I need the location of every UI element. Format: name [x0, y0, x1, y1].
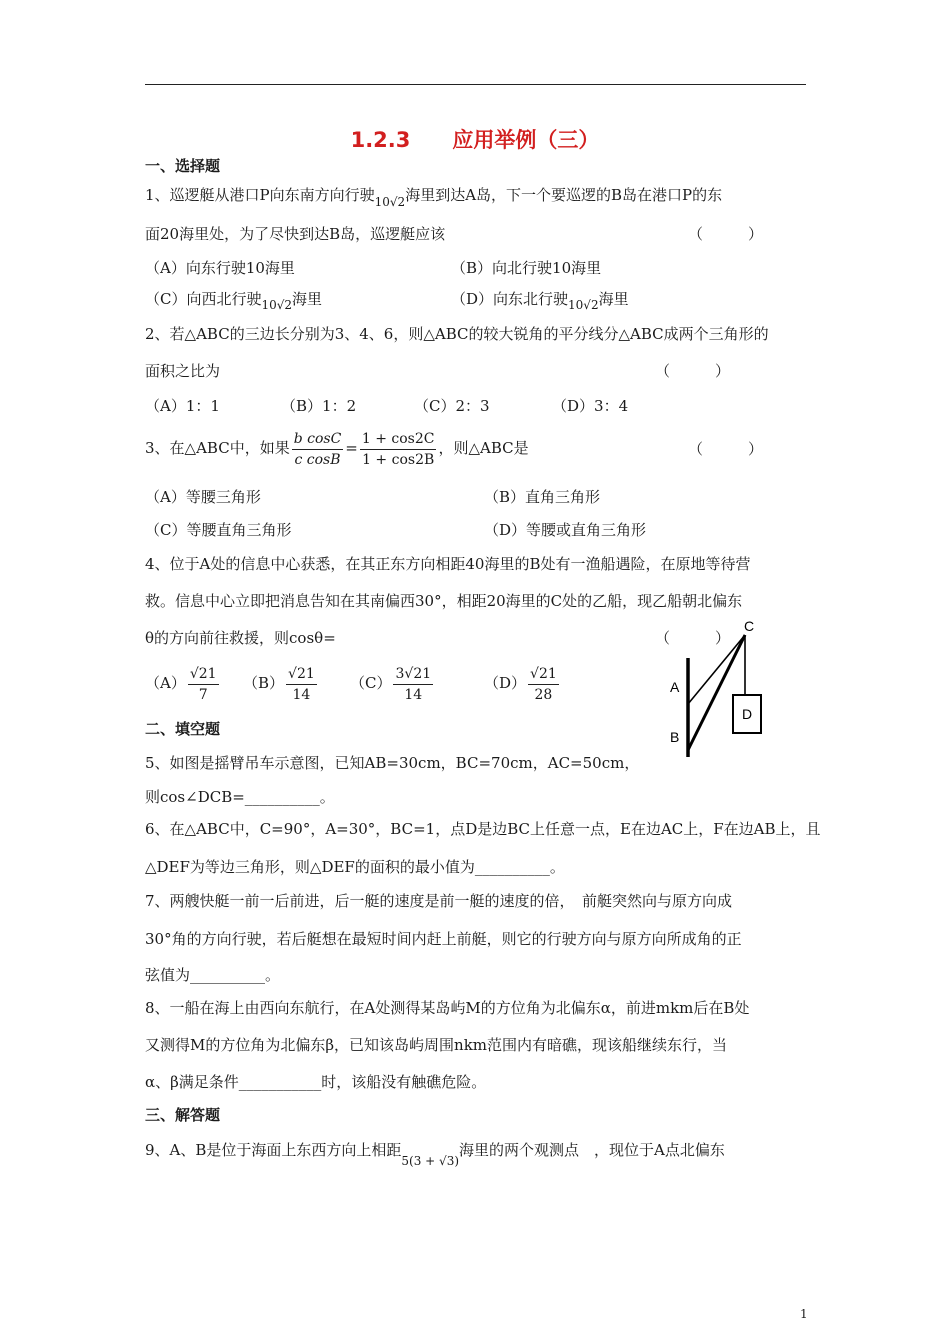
q3-answer-paren: （ ） — [688, 440, 764, 458]
q4-option-d-num: √21 — [528, 664, 559, 685]
question-2-line-2: 面积之比为 — [145, 362, 221, 380]
q4-option-a-den: 7 — [198, 686, 208, 703]
q2-option-b: （B）1：2 — [281, 397, 357, 415]
q2-option-c: （C）2：3 — [414, 397, 490, 415]
page-title: 1.2.3 应用举例（三） — [350, 128, 600, 152]
q1-text-b: 海里到达A岛，下一个要巡逻的B岛在港口P的东 — [405, 186, 723, 204]
q4-option-a-label: （A） — [145, 674, 186, 692]
q4-option-c-frac — [393, 664, 433, 705]
q4-option-d-label: （D） — [484, 674, 527, 692]
q4-option-c — [350, 660, 435, 706]
question-3-line-1 — [145, 424, 529, 472]
q4-option-c-label: （C） — [350, 674, 392, 692]
q1-option-c-unit: 海里 — [292, 290, 323, 308]
section-heading-choice: 一、选择题 — [145, 157, 221, 175]
q4-option-b-num: √21 — [286, 664, 317, 685]
q2-answer-paren: （ ） — [655, 362, 731, 380]
q1-option-d-unit: 海里 — [598, 290, 629, 308]
q3-option-c: （C）等腰直角三角形 — [145, 521, 292, 539]
q3-option-b: （B）直角三角形 — [484, 488, 601, 506]
q1-option-d-text: （D）向东北行驶 — [451, 290, 569, 308]
q1-option-c-text: （C）向西北行驶 — [145, 290, 262, 308]
q1-option-a: （A）向东行驶10海里 — [145, 259, 295, 277]
crane-diagram — [660, 612, 780, 762]
question-1-line-2: 面20海里处，为了尽快到达B岛，巡逻艇应该 — [145, 225, 446, 243]
q3-fraction-left — [292, 429, 344, 470]
q2-option-a: （A）1：1 — [145, 397, 220, 415]
q1-option-d-expr: 10√2 — [568, 298, 599, 312]
question-4-line-2: 救。信息中心立即把消息告知在其南偏西30°，相距20海里的C处的乙船，现乙船朝北偏东 — [145, 592, 743, 610]
q3-text-pre: 3、在△ABC中，如果 — [145, 439, 290, 457]
q4-option-b-frac — [286, 664, 317, 705]
q1-option-d — [451, 288, 629, 312]
figure-label-c: C — [744, 618, 755, 634]
q3-fraction-left-num: b cosC — [292, 429, 344, 450]
q1-option-b: （B）向北行驶10海里 — [451, 259, 602, 277]
q4-option-c-num: 3√21 — [393, 664, 433, 685]
question-4-line-1: 4、位于A处的信息中心获悉，在其正东方向相距40海里的B处有一渔船遇险，在原地等待营 — [145, 555, 751, 573]
question-7-line-1: 7、两艘快艇一前一后前进，后一艇的速度是前一艇的速度的倍， 前艇突然向与原方向成 — [145, 892, 733, 910]
q4-option-b-label: （B） — [243, 674, 285, 692]
page-number: 1 — [800, 1307, 808, 1321]
section-heading-fill-in: 二、填空题 — [145, 720, 221, 738]
q9-text-a: 9、A、B是位于海面上东西方向上相距 — [145, 1141, 402, 1159]
q4-option-c-den: 14 — [404, 686, 423, 703]
q3-text-post: ，则△ABC是 — [438, 439, 529, 457]
question-7-line-2: 30°角的方向行驶，若后艇想在最短时间内赶上前艇，则它的行驶方向与原方向所成角的正 — [145, 930, 742, 948]
q1-option-c — [145, 288, 323, 312]
q2-option-d: （D）3：4 — [552, 397, 629, 415]
q1-text-a: 1、巡逻艇从港口P向东南方向行驶 — [145, 186, 375, 204]
question-6-line-2: △DEF为等边三角形，则△DEF的面积的最小值为__________。 — [145, 858, 565, 876]
question-4-line-3: θ的方向前往救援，则cosθ= — [145, 629, 336, 647]
q1-answer-paren: （ ） — [688, 225, 764, 243]
section-heading-solutions: 三、解答题 — [145, 1106, 221, 1124]
question-9-line-1 — [145, 1139, 725, 1168]
question-8-line-2: 又测得M的方位角为北偏东β，已知该岛屿周围nkm范围内有暗礁，现该船继续东行，当 — [145, 1036, 728, 1054]
q9-expression: 5(3 + √3) — [401, 1154, 460, 1168]
q3-fraction-left-den: c cosB — [294, 451, 341, 468]
q4-option-d — [484, 660, 561, 706]
q4-answer-paren: （ ） — [655, 629, 731, 647]
question-7-line-3: 弦值为__________。 — [145, 966, 281, 984]
q3-fraction-right — [360, 429, 437, 470]
q3-fraction-right-den: 1 + cos2B — [362, 451, 435, 468]
figure-label-b: B — [670, 729, 680, 745]
question-6-line-1: 6、在△ABC中，C=90°，A=30°，BC=1，点D是边BC上任意一点，E在边AC上，F在边AB上，且 — [145, 820, 821, 838]
q4-option-a-frac — [188, 664, 219, 705]
q3-option-d: （D）等腰或直角三角形 — [484, 521, 647, 539]
header-rule — [145, 84, 806, 85]
q4-option-a-num: √21 — [188, 664, 219, 685]
q4-option-b — [243, 660, 319, 706]
question-2-line-1: 2、若△ABC的三边长分别为3、4、6，则△ABC的较大锐角的平分线分△ABC成两个三角形的 — [145, 325, 769, 343]
q9-text-b: 海里的两个观测点 ，现位于A点北偏东 — [459, 1141, 725, 1159]
q4-option-d-den: 28 — [534, 686, 553, 703]
question-5-line-1: 5、如图是摇臂吊车示意图，已知AB=30cm，BC=70cm，AC=50cm， — [145, 754, 640, 772]
question-8-line-1: 8、一船在海上由西向东航行，在A处测得某岛屿M的方位角为北偏东α，前进mkm后在B处 — [145, 999, 750, 1017]
question-1-line-1 — [145, 184, 723, 209]
figure-label-d: D — [742, 706, 753, 722]
q4-option-d-frac — [528, 664, 559, 705]
q1-expression: 10√2 — [374, 195, 406, 209]
q3-equals: = — [345, 439, 358, 457]
q1-option-c-expr: 10√2 — [261, 298, 293, 312]
q3-option-a: （A）等腰三角形 — [145, 488, 261, 506]
q3-fraction-right-num: 1 + cos2C — [360, 429, 437, 450]
q4-option-a — [145, 660, 221, 706]
q4-option-b-den: 14 — [292, 686, 311, 703]
question-5-line-2: 则cos∠DCB=__________。 — [145, 788, 335, 806]
figure-label-a: A — [670, 679, 680, 695]
question-8-line-3: α、β满足条件___________时，该船没有触礁危险。 — [145, 1073, 487, 1091]
